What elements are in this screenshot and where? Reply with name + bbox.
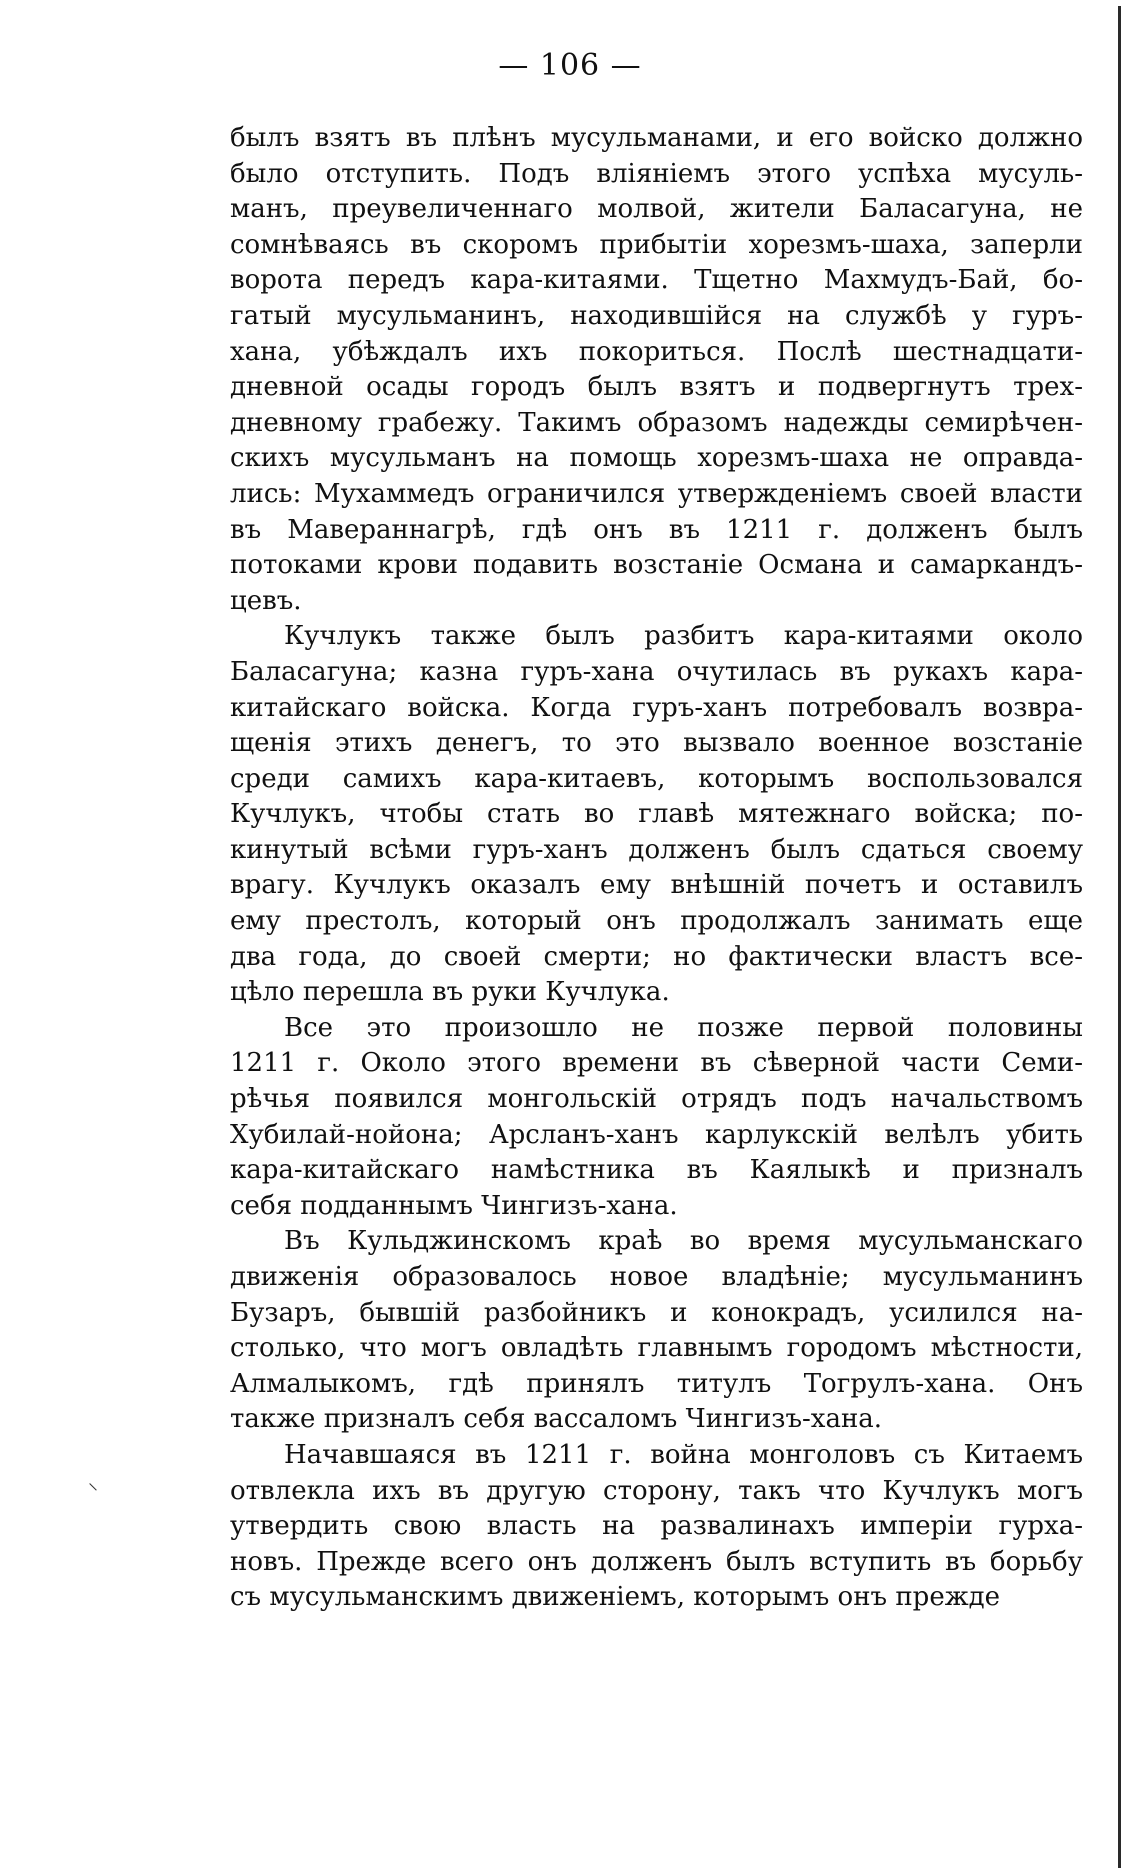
paragraph — [230, 121, 1083, 619]
text-line: новъ. Прежде всего онъ долженъ былъ вступить въ борьбу — [230, 1546, 1083, 1577]
paragraph — [230, 1438, 1083, 1616]
page-number: — 106 — — [498, 48, 642, 83]
text-line: ворота передъ кара-китаями. Тщетно Махмудъ-Бай, бо- — [230, 265, 1083, 296]
text-line: себя подданнымъ Чингизъ-хана. — [230, 1190, 678, 1221]
text-line: Бузаръ, бывшій разбойникъ и конокрадъ, усилился на- — [230, 1297, 1083, 1328]
page-edge-line — [1118, 6, 1121, 1868]
text-line: цевъ. — [230, 585, 302, 616]
text-line: 1211 г. Около этого времени въ сѣверной части Семи- — [230, 1048, 1083, 1079]
scan-artifact-mark: ⸜ — [88, 1470, 98, 1494]
text-line: щенія этихъ денегъ, то это вызвало военное возстаніе — [230, 728, 1083, 759]
paragraph — [230, 1224, 1083, 1438]
text-line: съ мусульманскимъ движеніемъ, которымъ онъ прежде — [230, 1582, 1001, 1613]
text-line: ему престолъ, который онъ продолжалъ занимать еще — [230, 906, 1083, 937]
text-line: Начавшаяся въ 1211 г. война монголовъ съ Китаемъ — [284, 1439, 1083, 1470]
text-line: былъ взятъ въ плѣнъ мусульманами, и его войско должно — [230, 123, 1083, 153]
text-line: рѣчья появился монгольскій отрядъ подъ начальствомъ — [230, 1084, 1083, 1115]
text-line: среди самихъ кара-китаевъ, которымъ воспользовался — [230, 763, 1083, 794]
text-line: въ Мавераннагрѣ, гдѣ онъ въ 1211 г. долженъ былъ — [230, 514, 1083, 545]
text-line: лись: Мухаммедъ ограничился утвержденіемъ своей власти — [230, 478, 1083, 509]
text-line: гатый мусульманинъ, находившійся на службѣ у гуръ- — [230, 300, 1083, 331]
text-line: кара-китайскаго намѣстника въ Каялыкѣ и призналъ — [230, 1155, 1083, 1186]
text-line: также призналъ себя вассаломъ Чингизъ-хана. — [230, 1404, 883, 1435]
text-line: хана, убѣждалъ ихъ покориться. Послѣ шестнадцати- — [230, 336, 1083, 367]
paragraph — [230, 619, 1083, 1011]
text-line: манъ, преувеличеннаго молвой, жители Баласагуна, не — [230, 194, 1083, 225]
text-line: утвердить свою власть на развалинахъ имперіи гурха- — [230, 1511, 1083, 1542]
text-line: Все это произошло не позже первой половины — [284, 1012, 1083, 1043]
text-line: потоками крови подавить возстаніе Османа и самаркандъ- — [230, 550, 1083, 581]
text-line: столько, что могъ овладѣть главнымъ городомъ мѣстности, — [230, 1333, 1083, 1364]
text-line: Хубилай-нойона; Арсланъ-ханъ карлукскій велѣлъ убить — [230, 1119, 1083, 1150]
text-line: врагу. Кучлукъ оказалъ ему внѣшній почетъ и оставилъ — [230, 870, 1083, 901]
page-body-text — [230, 121, 1083, 1616]
text-line: цѣло перешла въ руки Кучлука. — [230, 977, 670, 1008]
text-line: было отступить. Подъ вліяніемъ этого успѣха мусуль- — [230, 158, 1083, 189]
text-line: движенія образовалось новое владѣніе; мусульманинъ — [230, 1262, 1083, 1292]
text-line: Алмалыкомъ, гдѣ принялъ титулъ Тогрулъ-хана. Онъ — [230, 1368, 1083, 1399]
text-line: Кучлукъ, чтобы стать во главѣ мятежнаго войска; по- — [230, 799, 1083, 830]
text-line: дневному грабежу. Такимъ образомъ надежды семирѣчен- — [230, 407, 1083, 438]
paragraph — [230, 1011, 1083, 1225]
text-line: китайскаго войска. Когда гуръ-ханъ потребовалъ возвра- — [230, 692, 1083, 723]
text-line: Въ Кульджинскомъ краѣ во время мусульманскаго — [284, 1226, 1083, 1257]
text-line: скихъ мусульманъ на помощь хорезмъ-шаха не оправда- — [230, 443, 1083, 474]
text-line: Баласагуна; казна гуръ-хана очутилась въ рукахъ кара- — [230, 656, 1083, 687]
text-line: Кучлукъ также былъ разбитъ кара-китаями около — [284, 621, 1083, 652]
text-line: два года, до своей смерти; но фактически властъ все- — [230, 941, 1083, 972]
text-line: дневной осады городъ былъ взятъ и подвергнутъ трех- — [230, 372, 1083, 403]
text-line: кинутый всѣми гуръ-ханъ долженъ былъ сдаться своему — [230, 834, 1083, 865]
text-line: сомнѣваясь въ скоромъ прибытіи хорезмъ-шаха, заперли — [230, 229, 1083, 260]
text-line: отвлекла ихъ въ другую сторону, такъ что Кучлукъ могъ — [230, 1475, 1083, 1506]
